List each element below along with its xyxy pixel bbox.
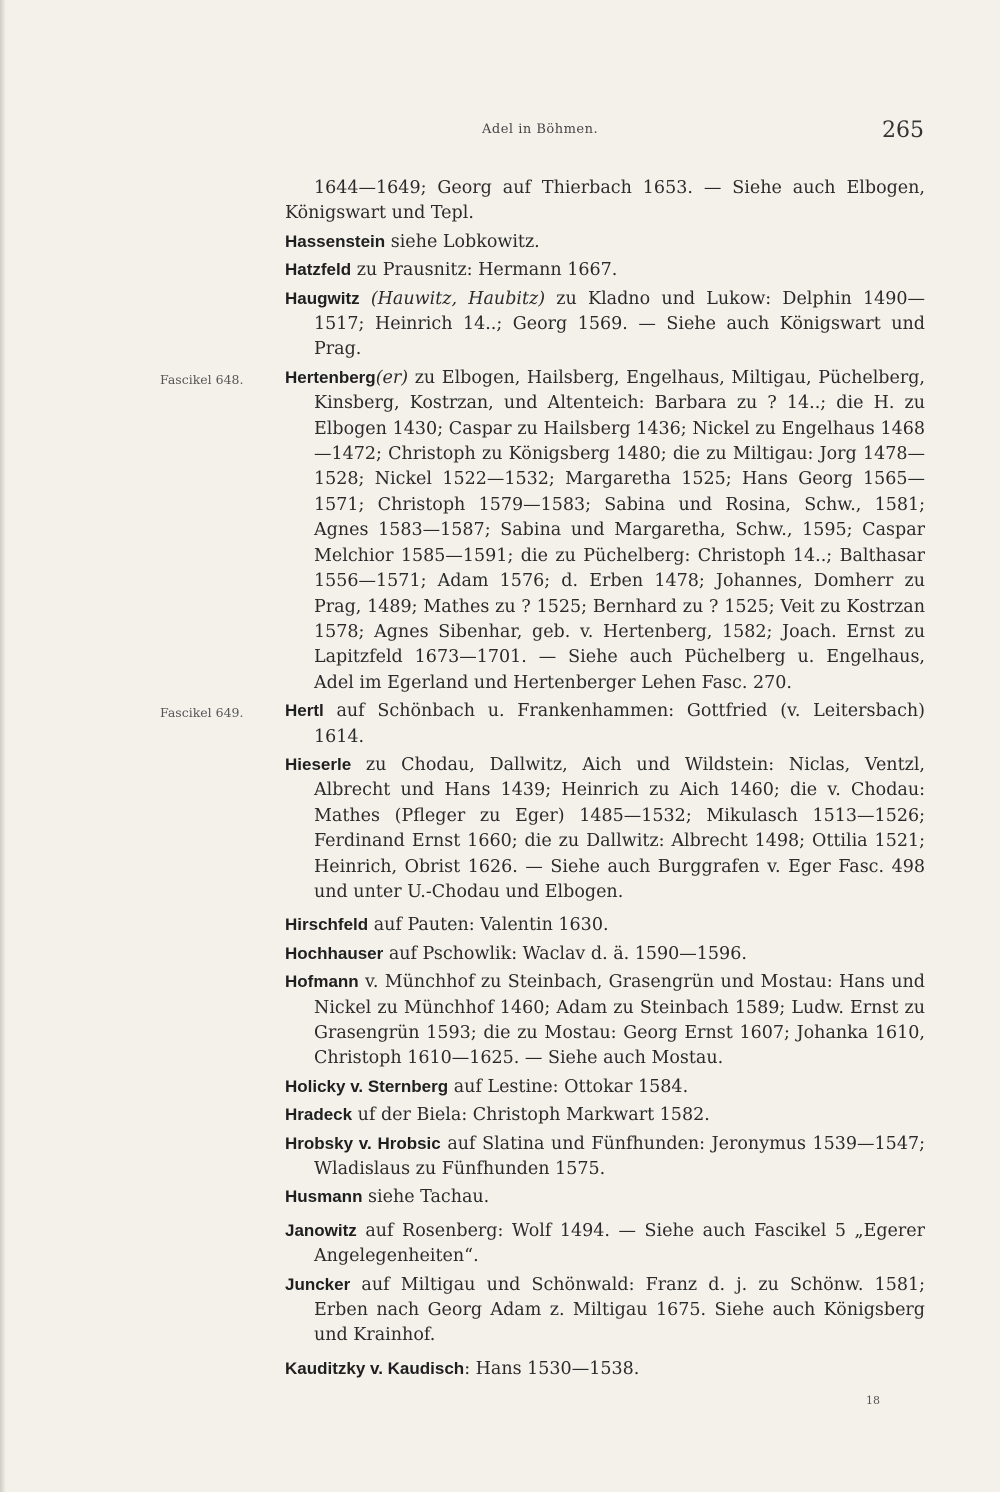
entry-husmann [285,1184,925,1210]
entry-hieserle [285,752,925,905]
entry-continuation [285,176,925,227]
entry-hofmann [285,969,925,1072]
entry-text: zu Elbogen, Hailsberg, Engelhaus, Miltigau, Püchelberg, Kinsberg, Kostrzan, und Altenteich: Barbara zu ? 14..; die H. zu Elbogen 1430; Caspar zu Hailsberg 1436; Nickel zu Engelhaus 1468—1472; Christoph zu Königsberg 1480; die zu Miltigau: Jorg 1478—1528; Nickel 1522—1532; Margaretha 1525; Hans Georg 1565—1571; Christoph 1579—1583; Sabina und Rosina, Schw., 1581; Agnes 1583—1587; Sabina und Margaretha, Schw., 1595; Caspar Melchior 1585—1591; die zu Püchelberg: Christoph 14..; Balthasar 1556—1571; Adam 1576; d. Erben 1478; Johannes, Domherr zu Prag, 1489; Mathes zu ? 1525; Bernhard zu ? 1525; Veit zu Kostrzan 1578; Agnes Sibenhar, geb. v. Hertenberg, 1582; Joach. Ernst zu Lapitzfeld 1673—1701. — Siehe auch Püchelberg u. Engelhaus, Adel im Egerland und Hertenberger Lehen Fasc. 270. [314,367,925,693]
entry-name: Hofmann [285,972,359,992]
entry-name: Haugwitz [285,288,360,308]
entry-text: zu Prausnitz: Hermann 1667. [351,260,618,281]
entry-holicky [285,1074,925,1100]
entry-text: auf Pschowlik: Waclav d. ä. 1590—1596. [383,943,747,964]
entry-hassenstein [285,229,925,255]
entry-text: v. Münchhof zu Steinbach, Grasengrün und Mostau: Hans und Nickel zu Münchhof 1460; Adam zu Steinbach 1589; Ludw. Ernst zu Grasengrün 1593; die zu Mostau: Georg Ernst 1607; Johanka 1610, Christoph 1610—1625. — Siehe auch Mostau. [314,972,925,1069]
entry-kauditzky [285,1356,925,1382]
entry-name: Husmann [285,1187,363,1207]
entry-hochhauser [285,941,925,967]
entry-text: auf Schönbach u. Frankenhammen: Gottfried (v. Leitersbach) 1614. [314,701,925,747]
entry-name: Kauditzky v. Kaudisch [285,1358,465,1378]
entry-text: auf Pauten: Valentin 1630. [368,915,609,936]
entry-text: zu Chodau, Dallwitz, Aich und Wildstein: Niclas, Ventzl, Albrecht und Hans 1439; Heinrich zu Aich 1460; die v. Chodau: Mathes (Pfleger zu Eger) 1485—1532; Mikulasch 1513—1526; Ferdinand Ernst 1660; die zu Dallwitz: Albrecht 1498; Ottilia 1521; Heinrich, Obrist 1626. — Siehe auch Burggrafen v. Eger Fasc. 498 und unter U.-Chodau und Elbogen. [314,754,925,902]
entry-text: zu Kladno und Lukow: Delphin 1490—1517; Heinrich 14..; Georg 1569. — Siehe auch Königswart und Prag. [314,288,925,360]
page-edge [0,0,6,1492]
entry-hertl [160,698,925,750]
running-head: Adel in Böhmen. [482,122,599,137]
text-block [160,176,925,1382]
entry-name: Holicky v. Sternberg [285,1076,449,1096]
entry-alt-spelling: (er) [375,367,409,388]
entry-text: auf Lestine: Ottokar 1584. [448,1076,689,1097]
entry-text: uf der Biela: Christoph Markwart 1582. [352,1105,710,1126]
entry-juncker [285,1272,925,1349]
entry-name: Hieserle [285,754,352,774]
entry-text: auf Slatina und Fünfhunden: Jeronymus 1539—1547; Wladislaus zu Fünfhunden 1575. [314,1133,925,1180]
entry-text: auf Miltigau und Schönwald: Franz d. j. zu Schönw. 1581; Erben nach Georg Adam z. Miltigau 1675. Siehe auch Königsberg und Krainhof. [314,1274,925,1346]
entry-name: Juncker [285,1274,351,1294]
entry-name: Hirschfeld [285,915,369,935]
entry-hatzfeld [285,257,925,283]
entry-hrobsky [285,1131,925,1183]
entry-text: auf Rosenberg: Wolf 1494. — Siehe auch Fascikel 5 „Egerer Angelegenheiten“. [314,1220,925,1267]
entry-text: : Hans 1530—1538. [464,1358,640,1379]
entry-name: Hertl [285,701,324,721]
page-number: 265 [882,118,924,143]
entry-name: Hassenstein [285,231,386,251]
entry-name: Hertenberg [285,367,376,387]
signature-mark: 18 [866,1394,880,1407]
entry-hertenberg [160,365,925,696]
entry-text: siehe Lobkowitz. [385,231,540,252]
entry-name: Hochhauser [285,943,384,963]
margin-note-fascikel: Fascikel 648. [160,371,244,387]
entry-name: Hradeck [285,1105,353,1125]
entry-hradeck [285,1102,925,1128]
entry-text: 1644—1649; Georg auf Thierbach 1653. — Siehe auch Elbogen, Königswart und Tepl. [285,178,925,224]
entry-name: Hatzfeld [285,260,352,280]
entry-alt-spelling: (Hauwitz, Haubitz) [370,288,546,309]
entry-hirschfeld [285,912,925,938]
entry-name: Hrobsky v. Hrobsic [285,1133,441,1153]
entry-janowitz [285,1218,925,1270]
margin-note-fascikel: Fascikel 649. [160,705,244,721]
entry-name: Janowitz [285,1220,357,1240]
entry-haugwitz [285,286,925,363]
entry-text: siehe Tachau. [362,1187,490,1208]
